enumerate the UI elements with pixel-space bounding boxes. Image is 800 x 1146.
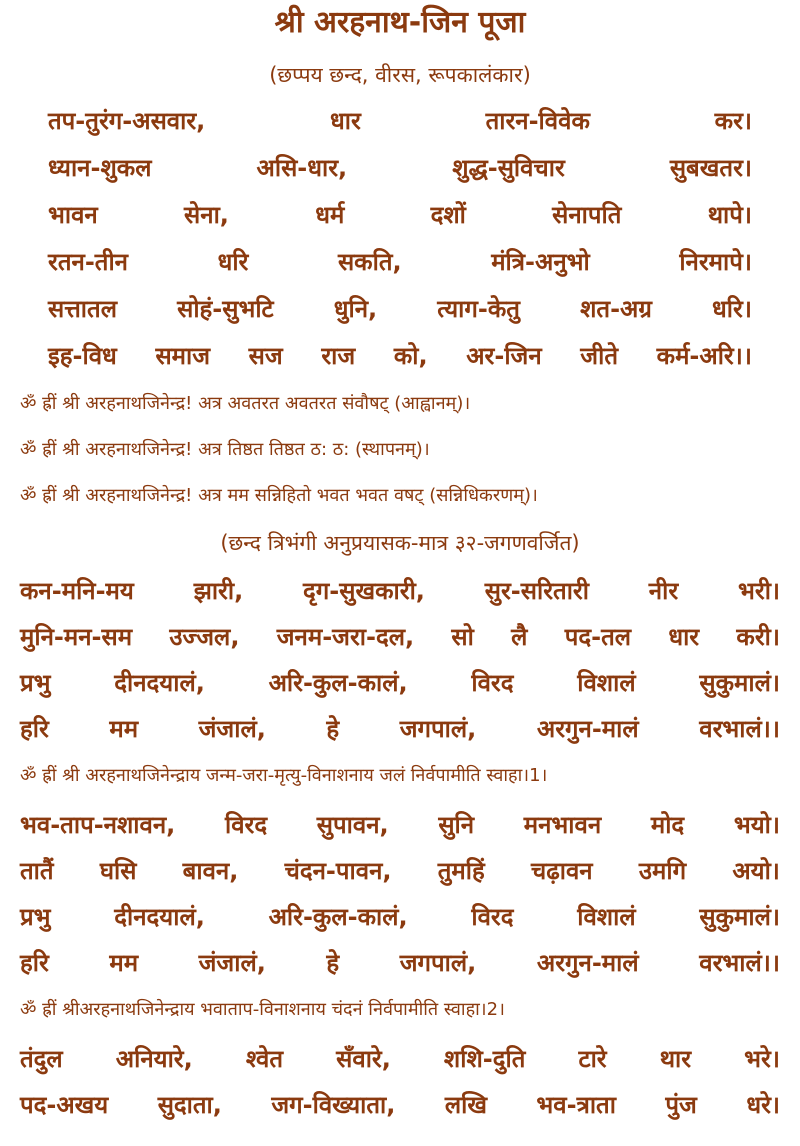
verse-word: दीनदयालं, (114, 903, 205, 931)
verse-word: विरद (224, 811, 268, 839)
verse-word: वरभालं।। (699, 715, 780, 743)
verse-word: दशों (430, 201, 466, 229)
verse-word: वरभालं।। (699, 949, 780, 977)
verse-word: भव-त्राता (536, 1091, 616, 1119)
verse-line (20, 808, 780, 842)
verse-word: प्रभु (20, 669, 51, 697)
verse-word: मम (109, 949, 139, 977)
verse-line (20, 574, 780, 608)
verse-line (20, 1088, 780, 1122)
verse-word: तारन-विवेक (485, 107, 590, 135)
verse-line (20, 712, 780, 746)
verse-word: कन-मनि-मय (20, 577, 134, 605)
verse-word: अनियारे, (115, 1045, 193, 1073)
verse-word: कर्म-अरि।। (656, 342, 752, 370)
verse-word: भव-ताप-नशावन, (20, 811, 176, 839)
verse-word: प्रभु (20, 903, 51, 931)
verse-word: त्याग-केतु (437, 295, 520, 323)
verse-word: रतन-तीन (48, 248, 128, 276)
verse-word: थार (659, 1045, 692, 1073)
verse-word: असि-धार, (256, 154, 348, 182)
verse-word: जनम-जरा-दल, (276, 623, 415, 651)
page-title: श्री अरहनाथ-जिन पूजा (274, 5, 526, 40)
verse-word: भरे। (744, 1045, 780, 1073)
verse-word: सोहं-सुभटि (177, 295, 274, 323)
verse-word: को, (393, 342, 428, 370)
verse-word: विरद (471, 903, 514, 931)
verse-word: शत-अग्र (580, 295, 652, 323)
verse-word: श्वेत (245, 1045, 284, 1073)
verse-line (48, 151, 752, 185)
mantra-sthapanam: ॐ ह्रीं श्री अरहनाथजिनेन्द्र! अत्र तिष्ठत तिष्ठत ठ: ठ: (स्थापनम्)। (20, 439, 430, 460)
verse-word: दृग-सुखकारी, (303, 577, 425, 605)
verse-word: तुमहिं (437, 857, 485, 885)
verse-line (48, 245, 752, 279)
verse-word: जगपालं, (399, 715, 477, 743)
verse-word: थापे। (707, 201, 752, 229)
verse-word: अयो। (732, 857, 780, 885)
verse-word: सँवारे, (336, 1045, 391, 1073)
verse-word: धरि। (712, 295, 752, 323)
verse-word: उमगि (638, 857, 687, 885)
verse-word: जग-विख्याता, (271, 1091, 396, 1119)
verse-word: मंत्रि-अनुभो (491, 248, 590, 276)
verse-word: सेनापति (552, 201, 622, 229)
verse-line (48, 198, 752, 232)
verse-word: ध्यान-शुकल (48, 154, 152, 182)
verse-word: चंदन-पावन, (284, 857, 392, 885)
verse-word: पद-अखय (20, 1091, 109, 1119)
verse-word: सुनि (438, 811, 475, 839)
verse-word: विशालं (577, 669, 636, 697)
verse-line (20, 946, 780, 980)
verse-line (20, 666, 780, 700)
verse-word: उज्जल, (169, 623, 240, 651)
verse-line (48, 104, 752, 138)
verse-word: राज (321, 342, 356, 370)
verse-word: तप-तुरंग-असवार, (48, 107, 206, 135)
verse-word: चढ़ावन (530, 857, 593, 885)
verse-word: धर्म (315, 201, 345, 229)
verse-word: सुपावन, (316, 811, 389, 839)
verse-word: हरि (20, 715, 49, 743)
verse-word: समाज (155, 342, 211, 370)
verse-word: भयो। (733, 811, 780, 839)
verse-word: अर-जिन (466, 342, 542, 370)
verse-word: कर। (714, 107, 752, 135)
verse-word: सुकुमालं। (699, 669, 780, 697)
verse-word: पुंज (665, 1091, 697, 1119)
verse-word: सज (248, 342, 283, 370)
verse-line (20, 1042, 780, 1076)
verse-word: धुनि, (333, 295, 378, 323)
verse-word: नीर (648, 577, 679, 605)
verse-word: हे (326, 715, 340, 743)
verse-word: जीते (580, 342, 619, 370)
verse-line (48, 339, 752, 373)
mantra-jalam: ॐ ह्रीं श्री अरहनाथजिनेन्द्राय जन्म-जरा-मृत्यु-विनाशनाय जलं निर्वपामीति स्वाहा।1। (20, 765, 548, 786)
chhand-subtitle-2: (छन्द त्रिभंगी अनुप्रयासक-मात्र ३२-जगणवर्जित) (220, 531, 580, 555)
verse-word: सुर-सरितारी (484, 577, 589, 605)
verse-word: हे (326, 949, 340, 977)
verse-word: तातैं (20, 857, 54, 885)
verse-word: करी। (736, 623, 780, 651)
verse-word: झारी, (193, 577, 244, 605)
verse-word: इह-विध (48, 342, 117, 370)
verse-word: मुनि-मन-सम (20, 623, 133, 651)
verse-word: घसि (99, 857, 137, 885)
verse-line (48, 292, 752, 326)
verse-word: विरद (471, 669, 514, 697)
verse-word: धार (330, 107, 361, 135)
verse-word: सुदाता, (157, 1091, 222, 1119)
verse-word: भरी। (738, 577, 780, 605)
verse-word: अरि-कुल-कालं, (268, 669, 408, 697)
verse-word: मनभावन (523, 811, 602, 839)
verse-word: टारे (578, 1045, 607, 1073)
verse-word: धरे। (746, 1091, 780, 1119)
verse-word: सकति, (337, 248, 402, 276)
verse-word: अरगुन-मालं (536, 949, 639, 977)
verse-word: विशालं (577, 903, 636, 931)
verse-word: अरगुन-मालं (536, 715, 639, 743)
verse-word: सुबखतर। (669, 154, 752, 182)
verse-word: तंदुल (20, 1045, 63, 1073)
verse-word: सत्तातल (48, 295, 117, 323)
verse-word: मम (109, 715, 139, 743)
verse-word: हरि (20, 949, 49, 977)
verse-line (20, 620, 780, 654)
verse-line (20, 854, 780, 888)
mantra-sannidhikaranam: ॐ ह्रीं श्री अरहनाथजिनेन्द्र! अत्र मम सन्निहितो भवत भवत वषट् (सन्निधिकरणम्)। (20, 485, 538, 506)
mantra-aahvanam: ॐ ह्रीं श्री अरहनाथजिनेन्द्र! अत्र अवतरत अवतरत संवौषट् (आह्वानम्)। (20, 393, 471, 414)
verse-word: जगपालं, (399, 949, 477, 977)
verse-word: जंजालं, (198, 715, 266, 743)
verse-word: लखि (444, 1091, 487, 1119)
verse-word: सुकुमालं। (699, 903, 780, 931)
verse-word: मोद (650, 811, 685, 839)
verse-word: निरमापे। (679, 248, 752, 276)
mantra-chandanam: ॐ ह्रीं श्रीअरहनाथजिनेन्द्राय भवाताप-विनाशनाय चंदनं निर्वपामीति स्वाहा।2। (20, 999, 505, 1020)
verse-word: धार (668, 623, 700, 651)
verse-word: शशि-दुति (443, 1045, 526, 1073)
verse-word: पद-तल (564, 623, 632, 651)
chhand-subtitle-1: (छप्पय छन्द, वीरस, रूपकालंकार) (269, 63, 531, 87)
verse-word: सेना, (184, 201, 229, 229)
verse-word: भावन (48, 201, 98, 229)
verse-word: जंजालं, (198, 949, 266, 977)
verse-word: शुद्ध-सुविचार (452, 154, 565, 182)
verse-word: धरि (217, 248, 249, 276)
verse-word: अरि-कुल-कालं, (268, 903, 408, 931)
verse-word: दीनदयालं, (114, 669, 205, 697)
verse-word: लै (511, 623, 528, 651)
verse-word: बावन, (182, 857, 239, 885)
verse-line (20, 900, 780, 934)
verse-word: सो (451, 623, 474, 651)
